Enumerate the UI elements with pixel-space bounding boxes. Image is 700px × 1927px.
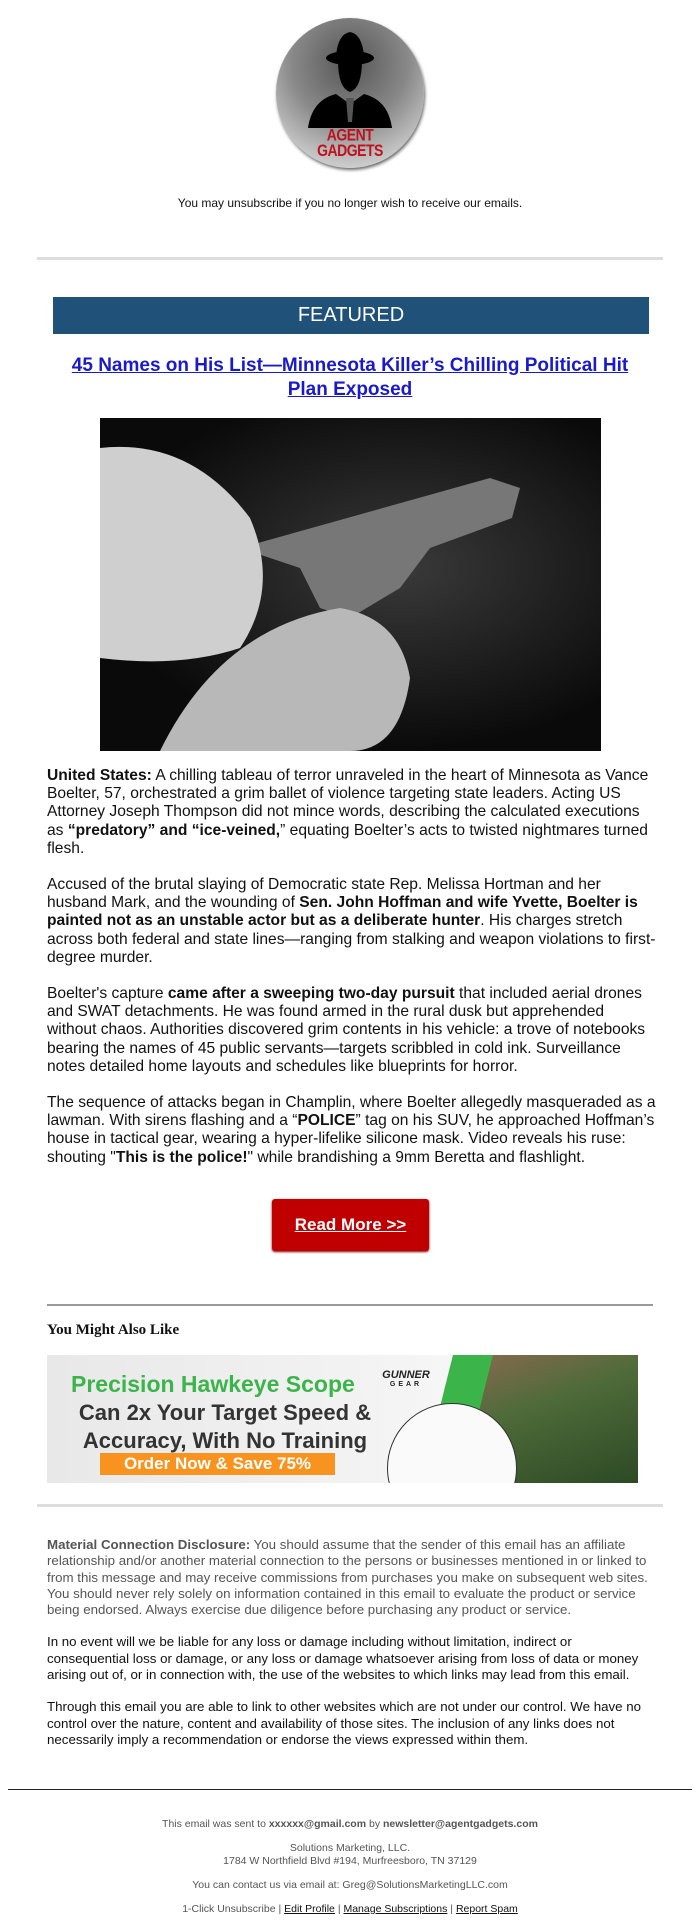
disclosure: [47, 1537, 657, 1764]
footer-divider: [8, 1789, 692, 1790]
headline-link[interactable]: 45 Names on His List—Minnesota Killer’s Chilling Political Hit Plan Exposed: [71, 355, 629, 400]
article-paragraph: [47, 1094, 657, 1167]
edit-profile-link[interactable]: Edit Profile: [284, 1903, 335, 1915]
paragraph-text: ” equating Boelter’s acts to twisted nightmares turned flesh.: [47, 821, 648, 857]
emphasis-text: came after a sweeping two-day pursuit: [167, 985, 455, 1003]
company-name: Solutions Marketing, LLC.: [289, 1842, 411, 1854]
emphasis-text: POLICE: [297, 1112, 356, 1130]
article-paragraph: [47, 985, 657, 1076]
unsubscribe-note: You may unsubscribe if you no longer wish to receive our emails.: [177, 196, 523, 210]
featured-banner: FEATURED: [53, 297, 649, 334]
emphasis-text: “predatory” and “ice-veined,: [67, 821, 281, 839]
disclosure-label: Material Connection Disclosure:: [47, 1537, 251, 1552]
divider: [37, 1504, 663, 1507]
sender-email: newsletter@agentgadgets.com: [383, 1818, 538, 1830]
one-click-unsubscribe[interactable]: 1-Click Unsubscribe: [182, 1903, 276, 1915]
contact-line: You can contact us via email at: Greg@SolutionsMarketingLLC.com: [192, 1879, 508, 1891]
scope-ad-banner[interactable]: [47, 1355, 638, 1483]
company-address: 1784 W Northfield Blvd #194, Murfreesboro, TN 37129: [223, 1855, 477, 1867]
report-spam-link[interactable]: Report Spam: [455, 1903, 518, 1915]
links-disclaimer: Through this email you are able to link to other websites which are not under our control. We have no control over the nature, content and availability of those sites. The inclusion of any links does not necessarily imply a recommendation or endorse the views expressed within them.: [47, 1699, 642, 1747]
footer: This email was sent to xxxxxx@gmail.com by newsletter@agentgadgets.com Solutions Marketing, LLC. 1784 W Northfield Blvd #194, Murfreesboro, TN 37129 You can contact us via email at: Greg@SolutionsMarketingLLC.com 1-Click Unsubscribe | Edit Profile | Manage Subscriptions | Report Spam: [0, 1818, 700, 1927]
paragraph-text: A chilling tableau of terror unraveled in the heart of Minnesota as Vance Boelter, 57, orchestrated a grim ballet of violence targeting state leaders. Acting US Attorney Joseph Thompson did not mince words, describing the calculated executions as: [47, 767, 649, 839]
paragraph-text: Boelter's capture: [47, 985, 168, 1003]
ad-subheadline: Can 2x Your Target Speed & Accuracy, With No Training: [78, 1400, 372, 1453]
paragraph-text: . His charges stretch across both federal and state lines—ranging from stalking and weapon violations to first-degree murder.: [47, 912, 656, 966]
liability-text: In no event will we be liable for any loss or damage including without limitation, indirect or consequential loss or damage, or any loss or damage whatsoever arising from loss of data or money arising out of, or in connection with, the use of the websites to which links may lead from this email.: [47, 1634, 639, 1683]
handgun-image: [100, 418, 601, 751]
emphasis-text: United States:: [47, 767, 152, 784]
read-more-button[interactable]: Read More >>: [272, 1199, 429, 1251]
divider: [37, 257, 663, 260]
article-image[interactable]: [100, 418, 601, 751]
ad-headline: Precision Hawkeye Scope: [71, 1371, 355, 1397]
emphasis-text: This is the police!: [115, 1148, 248, 1166]
paragraph-text: " while brandishing a 9mm Beretta and flashlight.: [247, 1148, 586, 1166]
emphasis-text: Sen. John Hoffman and wife Yvette, Boelter is painted not as an unstable actor but as a deliberate hunter: [47, 894, 638, 930]
agent-gadgets-logo[interactable]: [276, 18, 424, 168]
article-paragraph: [47, 876, 657, 967]
recipient-email: xxxxxx@gmail.com: [268, 1818, 367, 1830]
manage-subscriptions-link[interactable]: Manage Subscriptions: [343, 1903, 448, 1915]
paragraph-text: ” tag on his SUV, he approached Hoffman’s house in tactical gear, wearing a hyper-lifelike silicone mask. Video reveals his ruse: shouting ": [47, 1112, 655, 1166]
ad-cta[interactable]: Order Now & Save 75%: [100, 1453, 335, 1475]
paragraph-text: The sequence of attacks began in Champlin, where Boelter allegedly masqueraded as a lawman. With sirens flashing and a “: [47, 1094, 656, 1130]
paragraph-text: Accused of the brutal slaying of Democratic state Rep. Melissa Hortman and her husband Mark, and the wounding of: [47, 876, 601, 912]
section-heading: You Might Also Like: [47, 1322, 180, 1338]
gunner-gear-logo: GUNNER GEAR: [382, 1369, 430, 1388]
article-body: [47, 767, 657, 1185]
logo-text: AGENT GADGETS: [317, 125, 383, 160]
article-paragraph: [47, 767, 657, 858]
disclosure-text: You should assume that the sender of this email has an affiliate relationship and/or another material connection to the persons or businesses mentioned in or linked to from this message and may receive commissions from purchases you make on subsequent web sites. You should never rely solely on information contained in this email to evaluate the product or service being endorsed. Always exercise due diligence before purchasing any product or service.: [47, 1537, 648, 1618]
divider: [47, 1304, 653, 1306]
paragraph-text: that included aerial drones and SWAT detachments. He was found armed in the rural dusk but apprehended without chaos. Authorities discovered grim contents in his vehicle: a trove of notebooks bearing the names of 45 public servants—targets scribbled in cold ink. Surveillance notes detailed home layouts and schedules like blueprints for horror.: [47, 985, 646, 1075]
article-headline: [50, 354, 650, 402]
